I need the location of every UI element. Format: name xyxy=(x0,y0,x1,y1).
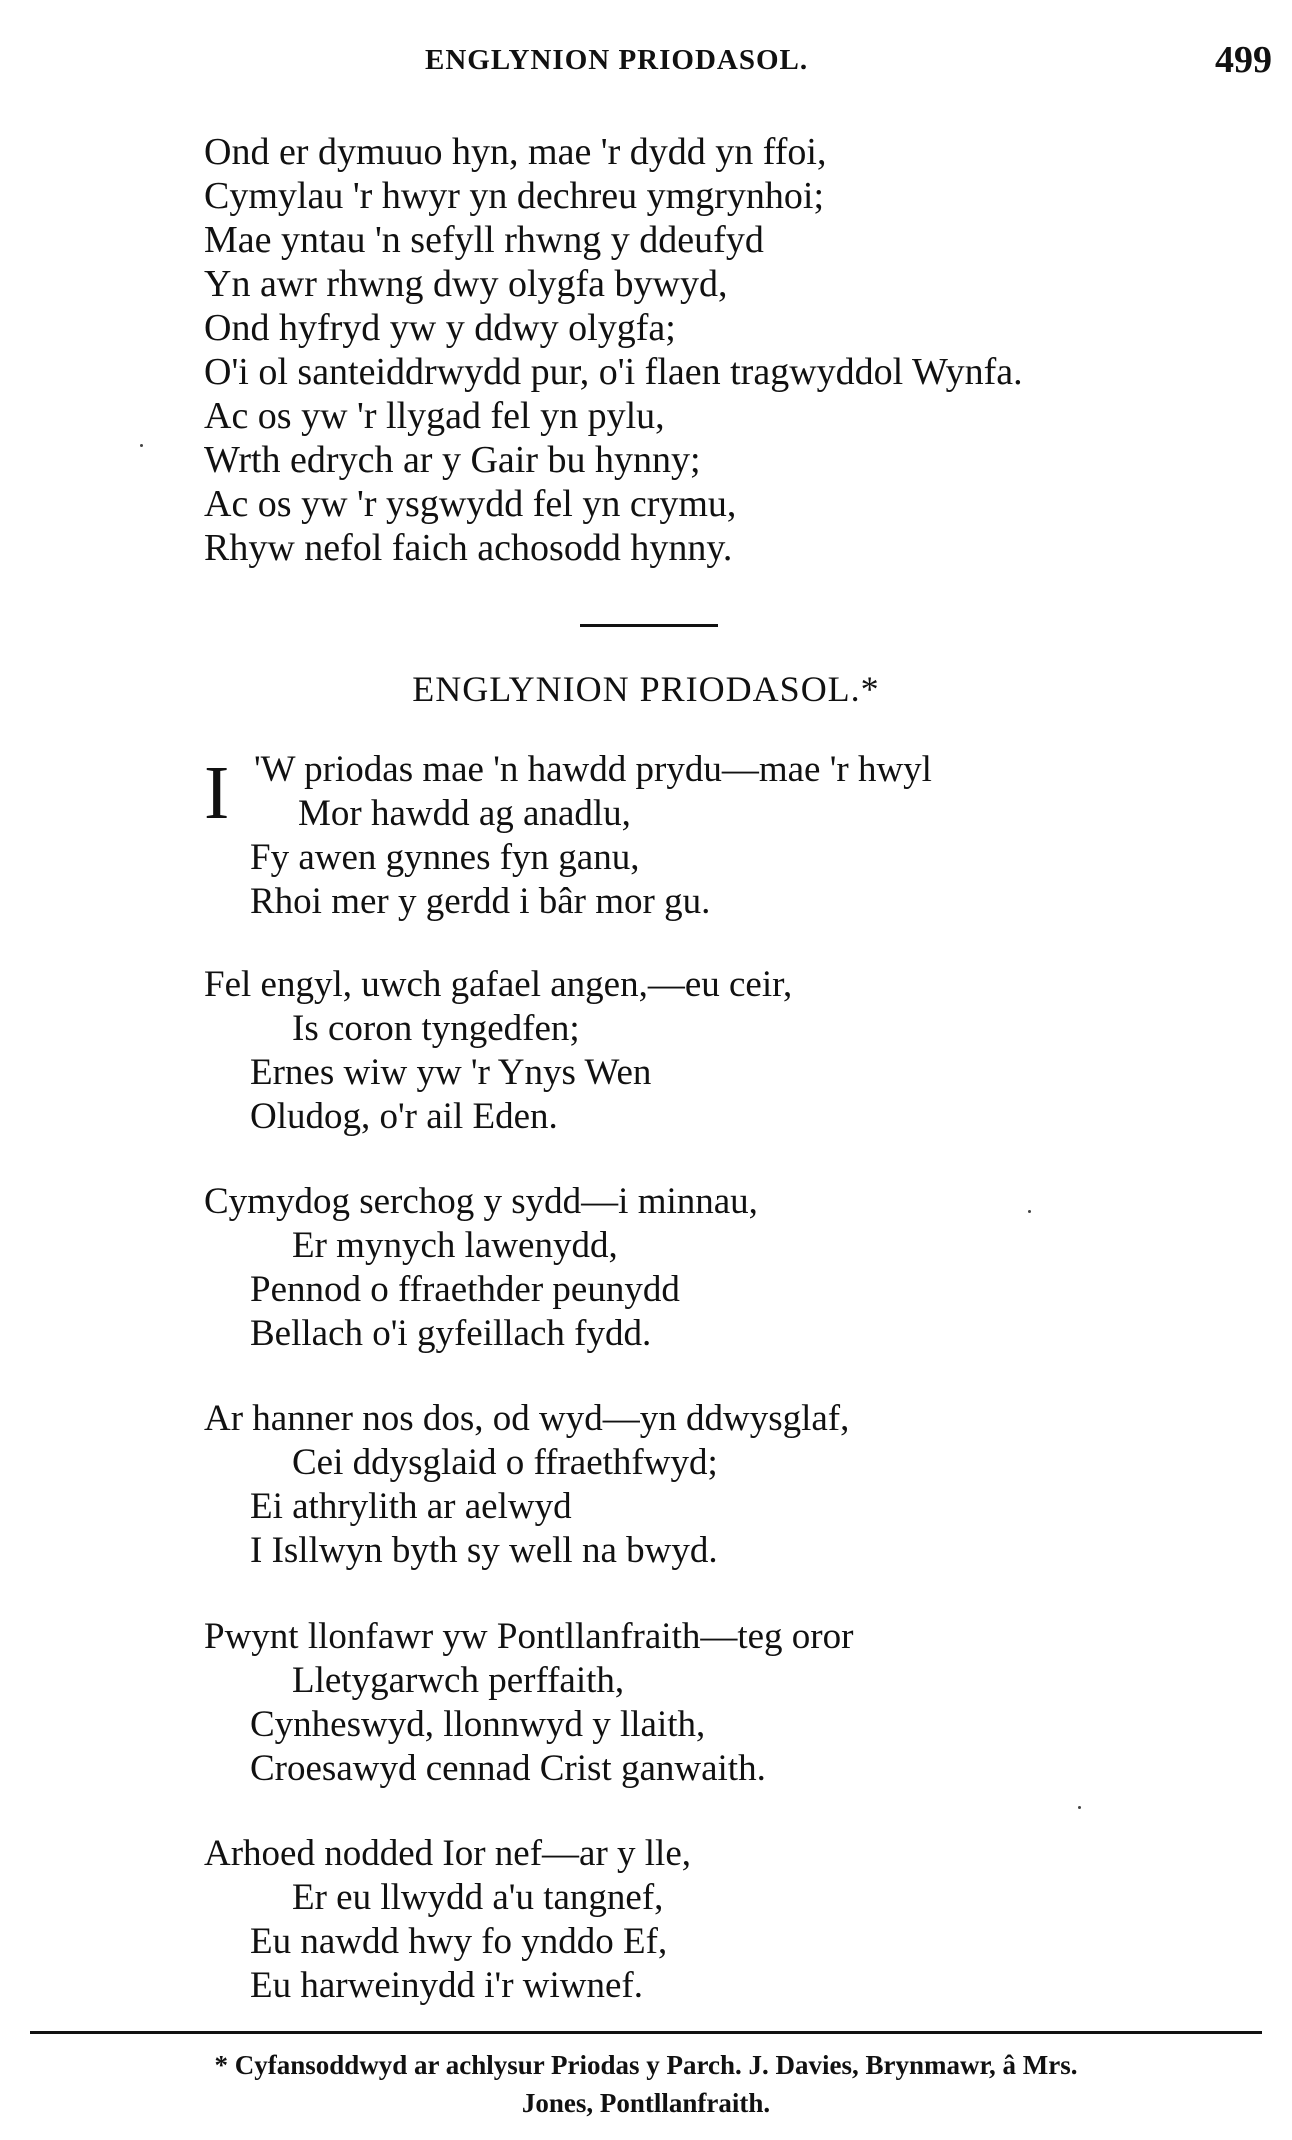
page-number: 499 xyxy=(1215,39,1272,81)
verse-line: Mor hawdd ag anadlu, xyxy=(298,793,631,834)
verse-line: Ar hanner nos dos, od wyd—yn ddwysglaf, xyxy=(204,1398,850,1439)
verse-line: Cymydog serchog y sydd—i minnau, xyxy=(204,1181,758,1222)
section-divider xyxy=(580,624,718,627)
verse-line: Ernes wiw yw 'r Ynys Wen xyxy=(250,1052,652,1093)
verse-line: Pwynt llonfawr yw Pontllanfraith—teg oror xyxy=(204,1616,854,1657)
verse-line: Croesawyd cennad Crist ganwaith. xyxy=(250,1748,766,1789)
verse-line: Eu nawdd hwy fo ynddo Ef, xyxy=(250,1921,668,1962)
running-title: ENGLYNION PRIODASOL. xyxy=(425,44,809,76)
footnote-line: * Cyfansoddwyd ar achlysur Priodas y Parch. J. Davies, Brynmawr, â Mrs. xyxy=(214,2050,1078,2080)
verse-line: Er eu llwydd a'u tangnef, xyxy=(292,1877,664,1918)
verse-line: Cynheswyd, llonnwyd y llaith, xyxy=(250,1704,706,1745)
verse-line: Rhoi mer y gerdd i bâr mor gu. xyxy=(250,881,711,922)
footnote-rule xyxy=(30,2031,1262,2034)
verse-line: Fel engyl, uwch gafael angen,—eu ceir, xyxy=(204,964,793,1005)
poem-line: Wrth edrych ar y Gair bu hynny; xyxy=(204,439,701,481)
paper-speck xyxy=(140,444,143,447)
paper-speck xyxy=(1028,1210,1031,1213)
section-title: ENGLYNION PRIODASOL.* xyxy=(412,669,880,709)
poem-line: Ond hyfryd yw y ddwy olygfa; xyxy=(204,307,676,349)
verse-line: Pennod o ffraethder peunydd xyxy=(250,1269,680,1310)
poem-line: O'i ol santeiddrwydd pur, o'i flaen tragwyddol Wynfa. xyxy=(204,351,1023,393)
verse-line: Ei athrylith ar aelwyd xyxy=(250,1486,572,1527)
verse-line: Eu harweinydd i'r wiwnef. xyxy=(250,1965,643,2006)
verse-line: Cei ddysglaid o ffraethfwyd; xyxy=(292,1442,718,1483)
poem-line: Ac os yw 'r ysgwydd fel yn crymu, xyxy=(204,483,737,525)
poem-line: Cymylau 'r hwyr yn dechreu ymgrynhoi; xyxy=(204,175,825,217)
poem-line: Ac os yw 'r llygad fel yn pylu, xyxy=(204,395,665,437)
footnote-line: Jones, Pontllanfraith. xyxy=(521,2088,771,2118)
verse-line: Oludog, o'r ail Eden. xyxy=(250,1096,558,1137)
poem-line: Mae yntau 'n sefyll rhwng y ddeufyd xyxy=(204,219,764,261)
verse-line: Lletygarwch perffaith, xyxy=(292,1660,625,1701)
running-head xyxy=(0,39,1292,84)
verse-line: 'W priodas mae 'n hawdd prydu—mae 'r hwyl xyxy=(254,749,932,790)
verse-line: Arhoed nodded Ior nef—ar y lle, xyxy=(204,1833,691,1874)
poem-line: Rhyw nefol faich achosodd hynny. xyxy=(204,527,733,569)
verse-line: Is coron tyngedfen; xyxy=(292,1008,580,1049)
poem-line: Yn awr rhwng dwy olygfa bywyd, xyxy=(204,263,728,305)
verse-line: Er mynych lawenydd, xyxy=(292,1225,618,1266)
poem-line: Ond er dymuuo hyn, mae 'r dydd yn ffoi, xyxy=(204,131,827,173)
drop-cap: I xyxy=(204,751,230,835)
footnote xyxy=(0,2046,1292,2122)
verse-line: I Isllwyn byth sy well na bwyd. xyxy=(250,1530,718,1571)
verse-line: Fy awen gynnes fyn ganu, xyxy=(250,837,640,878)
verse-line: Bellach o'i gyfeillach fydd. xyxy=(250,1313,652,1354)
paper-speck xyxy=(1078,1806,1081,1809)
